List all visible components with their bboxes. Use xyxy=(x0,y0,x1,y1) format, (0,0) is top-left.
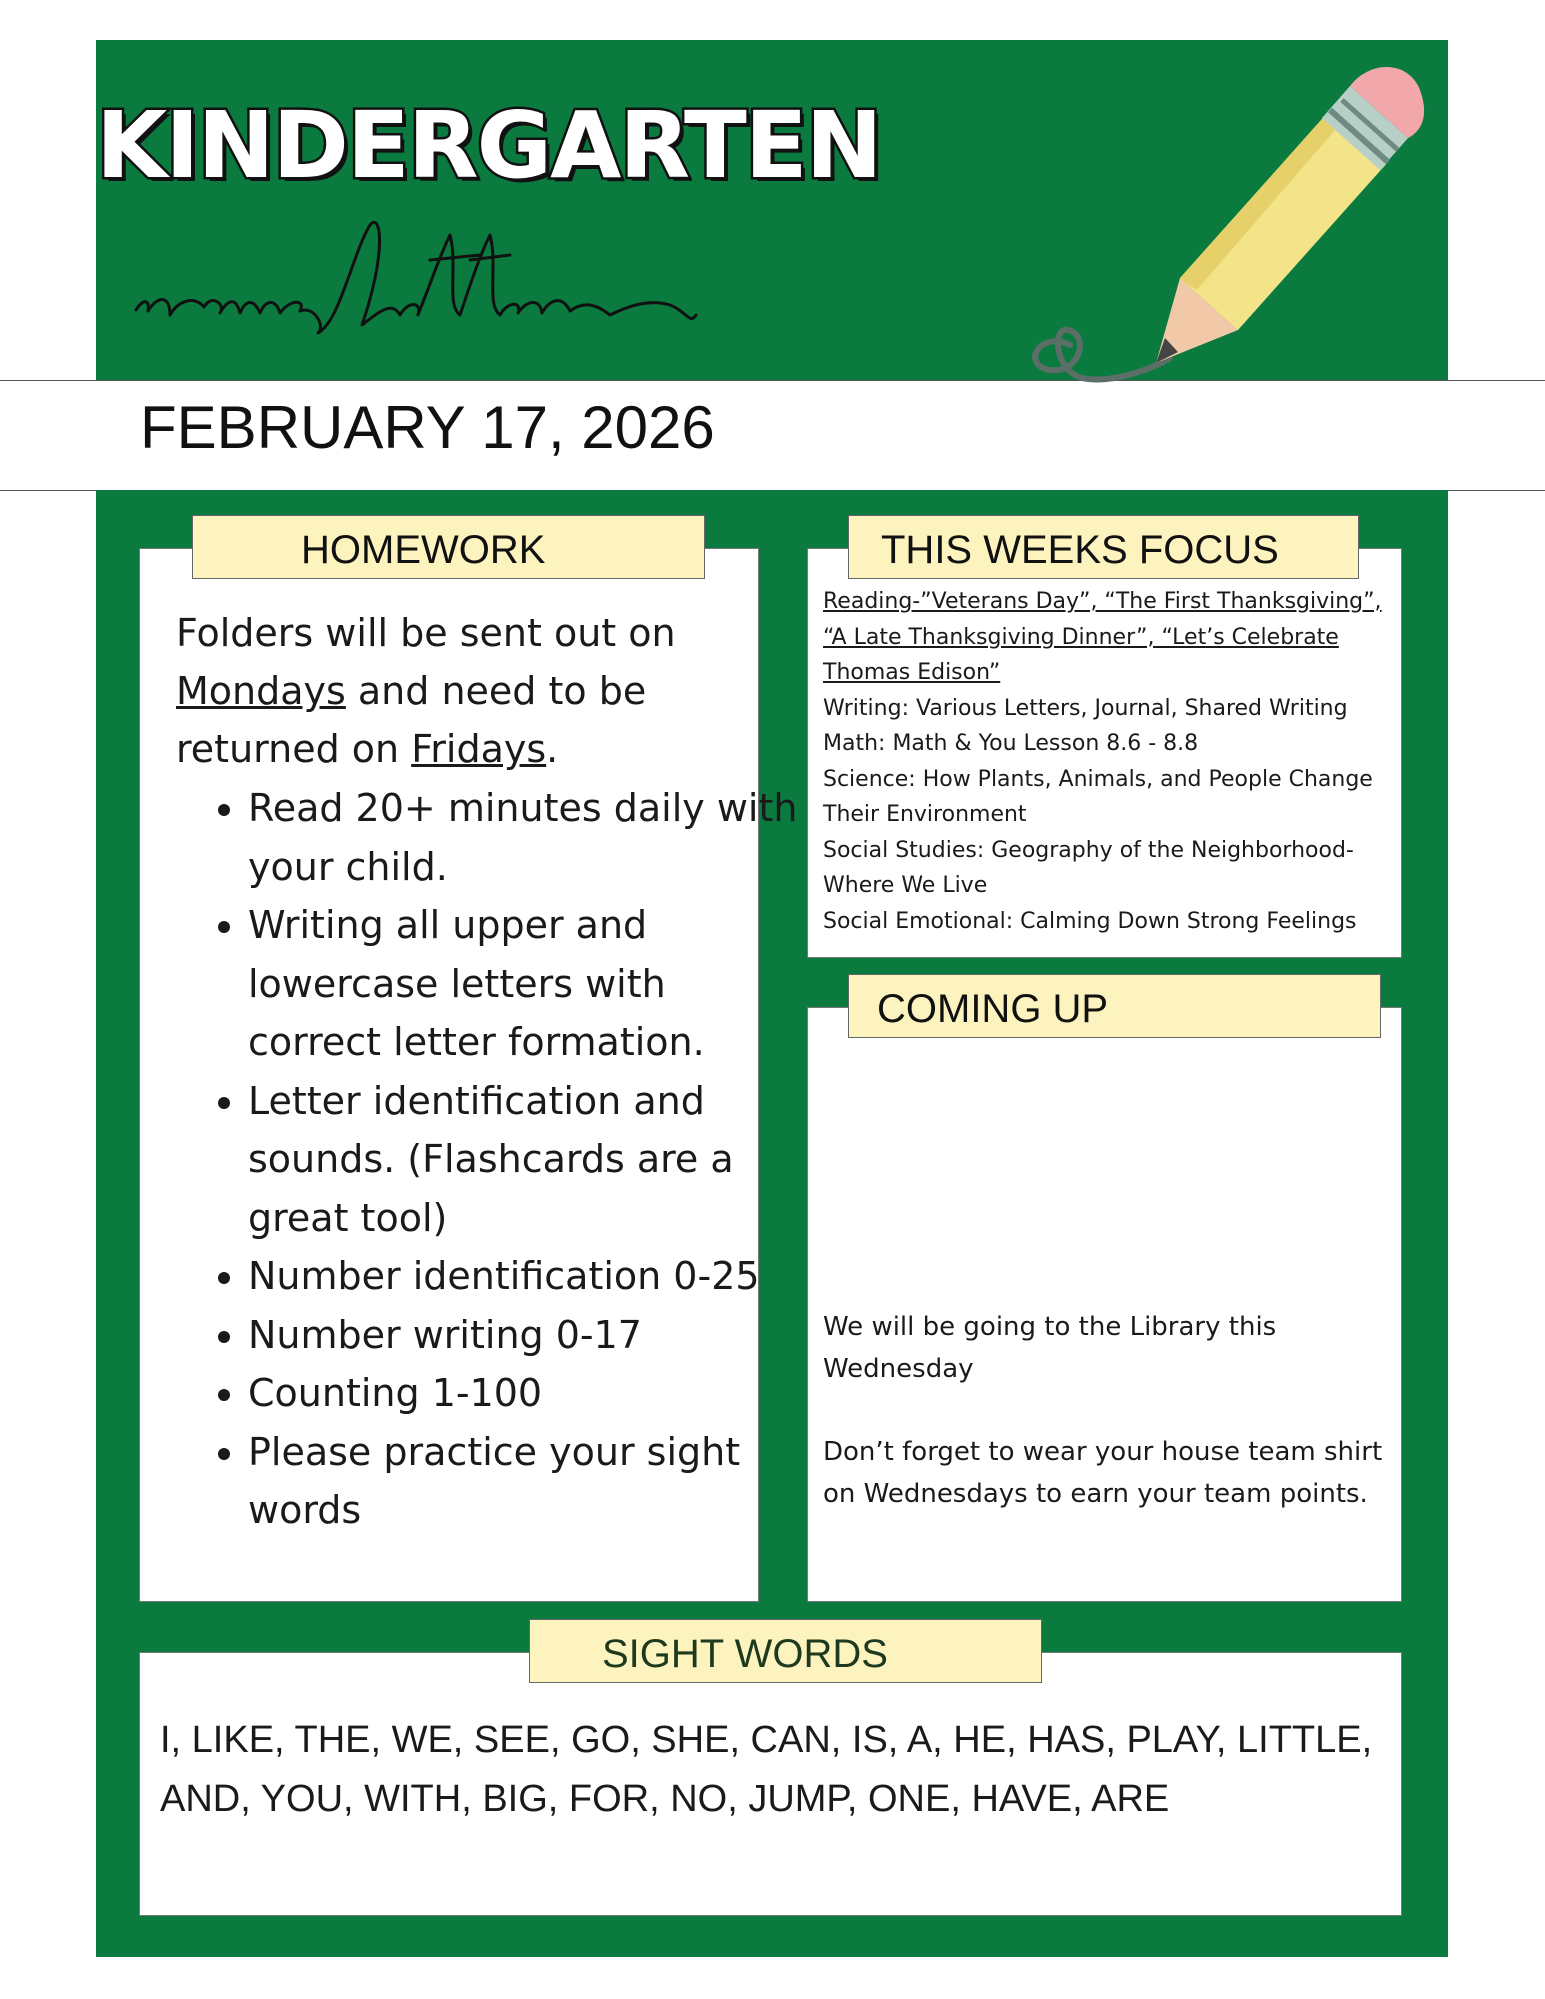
focus-content xyxy=(823,584,1403,939)
newsletter-date: FEBRUARY 17, 2026 xyxy=(140,394,715,461)
homework-intro: Folders will be sent out on Mondays and need to be returned on Fridays. xyxy=(176,611,676,771)
list-item: • Number identification 0-25 xyxy=(248,1247,808,1306)
focus-heading: THIS WEEKS FOCUS xyxy=(848,515,1359,579)
sight-words-heading: SIGHT WORDS xyxy=(529,1619,1042,1683)
focus-social-emotional: Social Emotional: Calming Down Strong Feelings xyxy=(823,908,1357,934)
coming-up-heading: COMING UP xyxy=(848,974,1381,1038)
coming-up-library: We will be going to the Library this Wednesday xyxy=(823,1312,1277,1384)
mondays-text: Mondays xyxy=(176,669,346,713)
sight-words-list: I, LIKE, THE, WE, SEE, GO, SHE, CAN, IS, A, HE, HAS, PLAY, LITTLE, AND, YOU, WITH, BIG, FOR, NO, JUMP, ONE, HAVE, ARE xyxy=(160,1719,1373,1820)
list-item: • Please practice your sight words xyxy=(248,1423,808,1540)
list-item: • Counting 1-100 xyxy=(248,1364,808,1423)
homework-list xyxy=(176,779,808,1540)
homework-heading: HOMEWORK xyxy=(192,515,705,579)
focus-reading: Reading-”Veterans Day”, “The First Thanksgiving”, “A Late Thanksgiving Dinner”, “Let’s Celebrate Thomas Edison” xyxy=(823,589,1382,685)
focus-social-studies: Social Studies: Geography of the Neighborhood-Where We Live xyxy=(823,837,1354,898)
focus-writing: Writing: Various Letters, Journal, Shared Writing xyxy=(823,695,1348,721)
newsletter-script-graphic xyxy=(130,215,730,345)
pencil-icon xyxy=(1010,40,1430,390)
list-item: • Number writing 0-17 xyxy=(248,1306,808,1365)
coming-up-shirt: Don’t forget to wear your house team shirt on Wednesdays to earn your team points. xyxy=(823,1437,1383,1509)
list-item: • Writing all upper and lowercase letters with correct letter formation. xyxy=(248,896,808,1072)
page-title: KINDERGARTEN xyxy=(96,92,881,199)
focus-math: Math: Math & You Lesson 8.6 - 8.8 xyxy=(823,731,1199,756)
list-item: • Read 20+ minutes daily with your child. xyxy=(248,779,808,896)
fridays-text: Fridays xyxy=(411,727,547,771)
focus-science: Science: How Plants, Animals, and People Change Their Environment xyxy=(823,766,1373,827)
list-item: • Letter identification and sounds. (Flashcards are a great tool) xyxy=(248,1072,808,1248)
